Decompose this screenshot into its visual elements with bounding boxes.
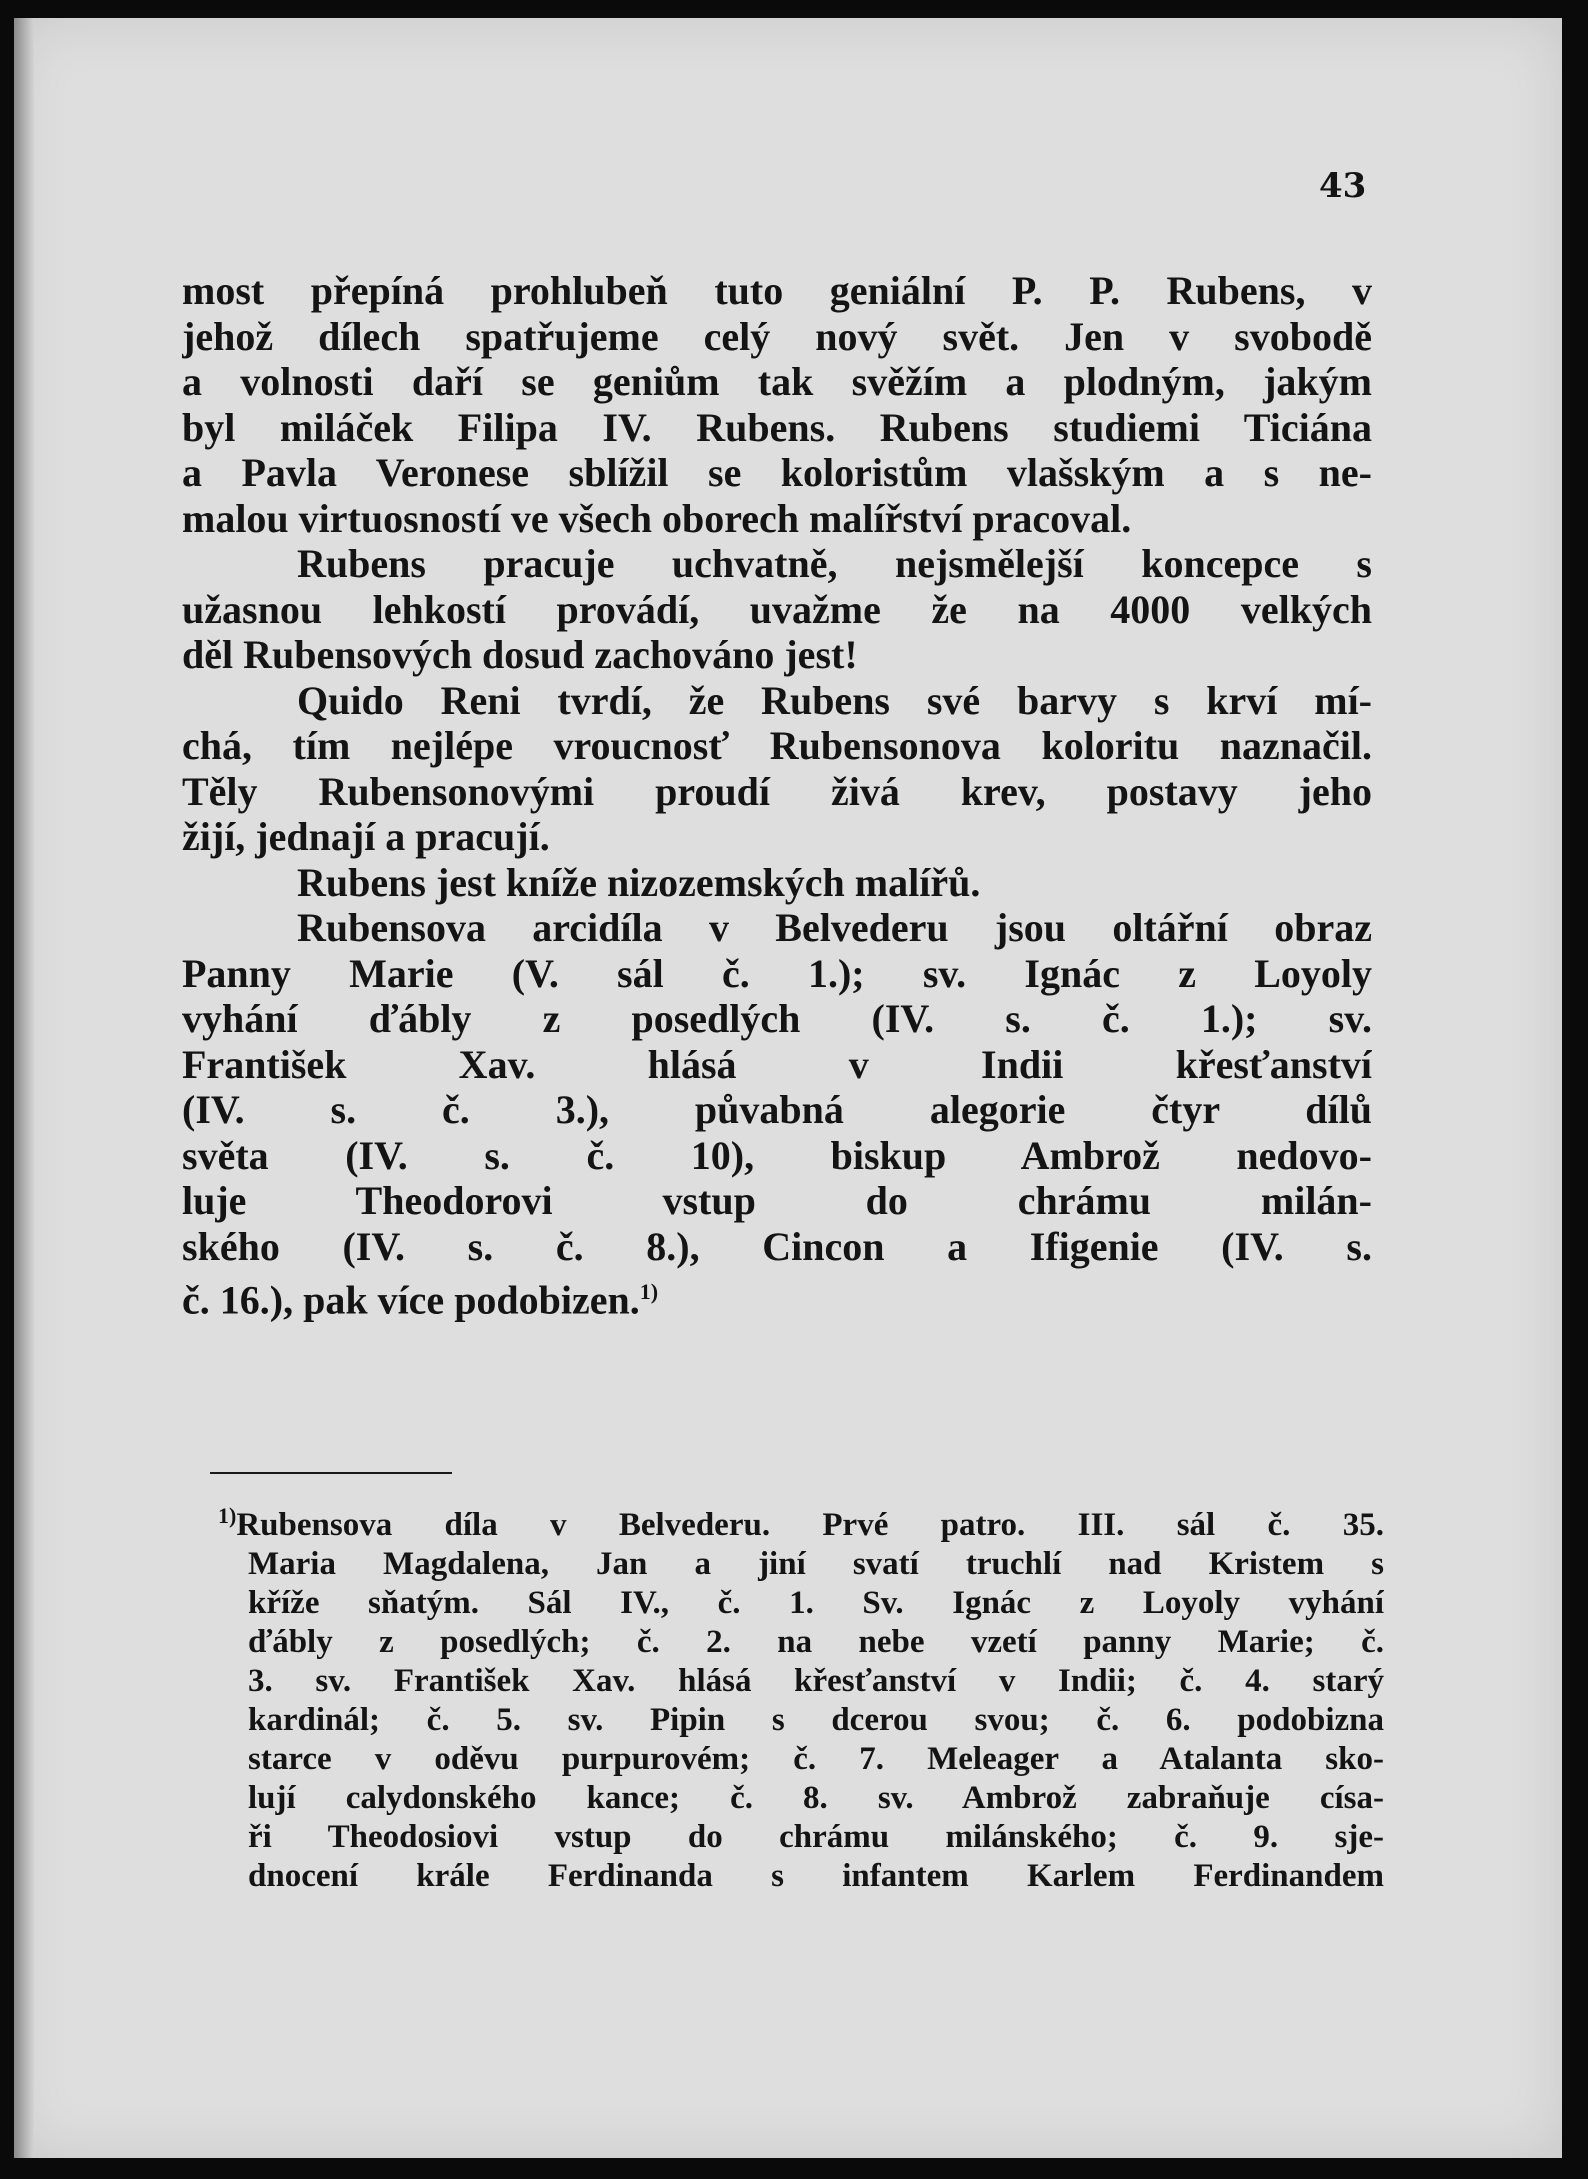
- text-line: Quido Reni tvrdí, že Rubens své barvy s krví mí-: [297, 677, 1372, 723]
- text-line: a volnosti daří se geniům tak svěžím a plodným, jakým: [182, 359, 1372, 404]
- text-line: malou virtuosností ve všech oborech malířství pracoval.: [182, 495, 1132, 541]
- footnote-marker: 1): [218, 1503, 237, 1528]
- text-line: František Xav. hlásá v Indii křesťanství: [182, 1041, 1372, 1087]
- footnote-reference: 1): [639, 1279, 659, 1304]
- text-line: ského (IV. s. č. 8.), Cincon a Ifigenie (IV. s.: [182, 1223, 1372, 1269]
- footnote-separator: [210, 1472, 452, 1474]
- footnote-line: ďábly z posedlých; č. 2. na nebe vzetí panny Marie; č.: [248, 1624, 1384, 1660]
- footnote-line: kardinál; č. 5. sv. Pipin s dcerou svou; č. 6. podobizna: [248, 1702, 1384, 1738]
- footnote-line-first: [218, 1496, 1384, 1545]
- text-line: Těly Rubensonovými proudí živá krev, postavy jeho: [182, 768, 1372, 814]
- footnote-line: 3. sv. František Xav. hlásá křesťanství v Indii; č. 4. starý: [248, 1663, 1384, 1699]
- text-line: světa (IV. s. č. 10), biskup Ambrož nedovo-: [182, 1132, 1372, 1178]
- footnote-line: Maria Magdalena, Jan a jiní svatí truchlí nad Kristem s: [248, 1546, 1384, 1582]
- text-line: jehož dílech spatřujeme celý nový svět. Jen v svobodě: [182, 313, 1372, 359]
- footnote-line: starce v oděvu purpurovém; č. 7. Meleager a Atalanta sko-: [248, 1741, 1384, 1777]
- text-line: luje Theodorovi vstup do chrámu milán-: [182, 1178, 1372, 1223]
- text-line: byl miláček Filipa IV. Rubens. Rubens studiemi Ticiána: [182, 404, 1372, 450]
- text-line: Rubens pracuje uchvatně, nejsmělejší koncepce s: [297, 541, 1372, 586]
- text-line: Panny Marie (V. sál č. 1.); sv. Ignác z Loyoly: [182, 950, 1372, 996]
- text-line: Rubensova arcidíla v Belvederu jsou oltářní obraz: [297, 905, 1372, 950]
- text-line: a Pavla Veronese sblížil se koloristům vlašským a s ne-: [182, 450, 1372, 495]
- text-line: č. 16.), pak více podobizen.: [182, 1277, 640, 1323]
- main-text: [182, 268, 1372, 1323]
- text-line: (IV. s. č. 3.), půvabná alegorie čtyr dílů: [182, 1087, 1372, 1132]
- text-line-with-footnote-ref: [182, 1269, 1372, 1323]
- footnote-block: [218, 1496, 1384, 1896]
- text-line: vyhání ďábly z posedlých (IV. s. č. 1.); sv.: [182, 996, 1372, 1041]
- book-page: [14, 18, 1562, 2158]
- footnote-text: Rubensova díla v Belvederu. Prvé patro. III. sál č. 35.: [236, 1507, 1384, 1543]
- footnote-line: lují calydonského kance; č. 8. sv. Ambrož zabraňuje císa-: [248, 1780, 1384, 1816]
- text-line: žijí, jednají a pracují.: [182, 814, 550, 859]
- text-line: užasnou lehkostí provádí, uvažme že na 4000 velkých: [182, 586, 1372, 632]
- footnote-line: dnocení krále Ferdinanda s infantem Karlem Ferdinandem: [248, 1858, 1384, 1894]
- text-line: most přepíná prohlubeň tuto geniální P. P. Rubens, v: [182, 268, 1372, 313]
- footnote-line: ři Theodosiovi vstup do chrámu milánského; č. 9. sje-: [248, 1819, 1384, 1855]
- book-spine-shadow: [14, 18, 34, 2158]
- text-line: děl Rubensových dosud zachováno jest!: [182, 632, 858, 677]
- footnote-line: kříže sňatým. Sál IV., č. 1. Sv. Ignác z Loyoly vyhání: [248, 1585, 1384, 1621]
- text-line: chá, tím nejlépe vroucnosť Rubensonova koloritu naznačil.: [182, 723, 1372, 768]
- text-line: Rubens jest kníže nizozemských malířů.: [297, 859, 981, 905]
- page-number: 43: [1319, 166, 1367, 206]
